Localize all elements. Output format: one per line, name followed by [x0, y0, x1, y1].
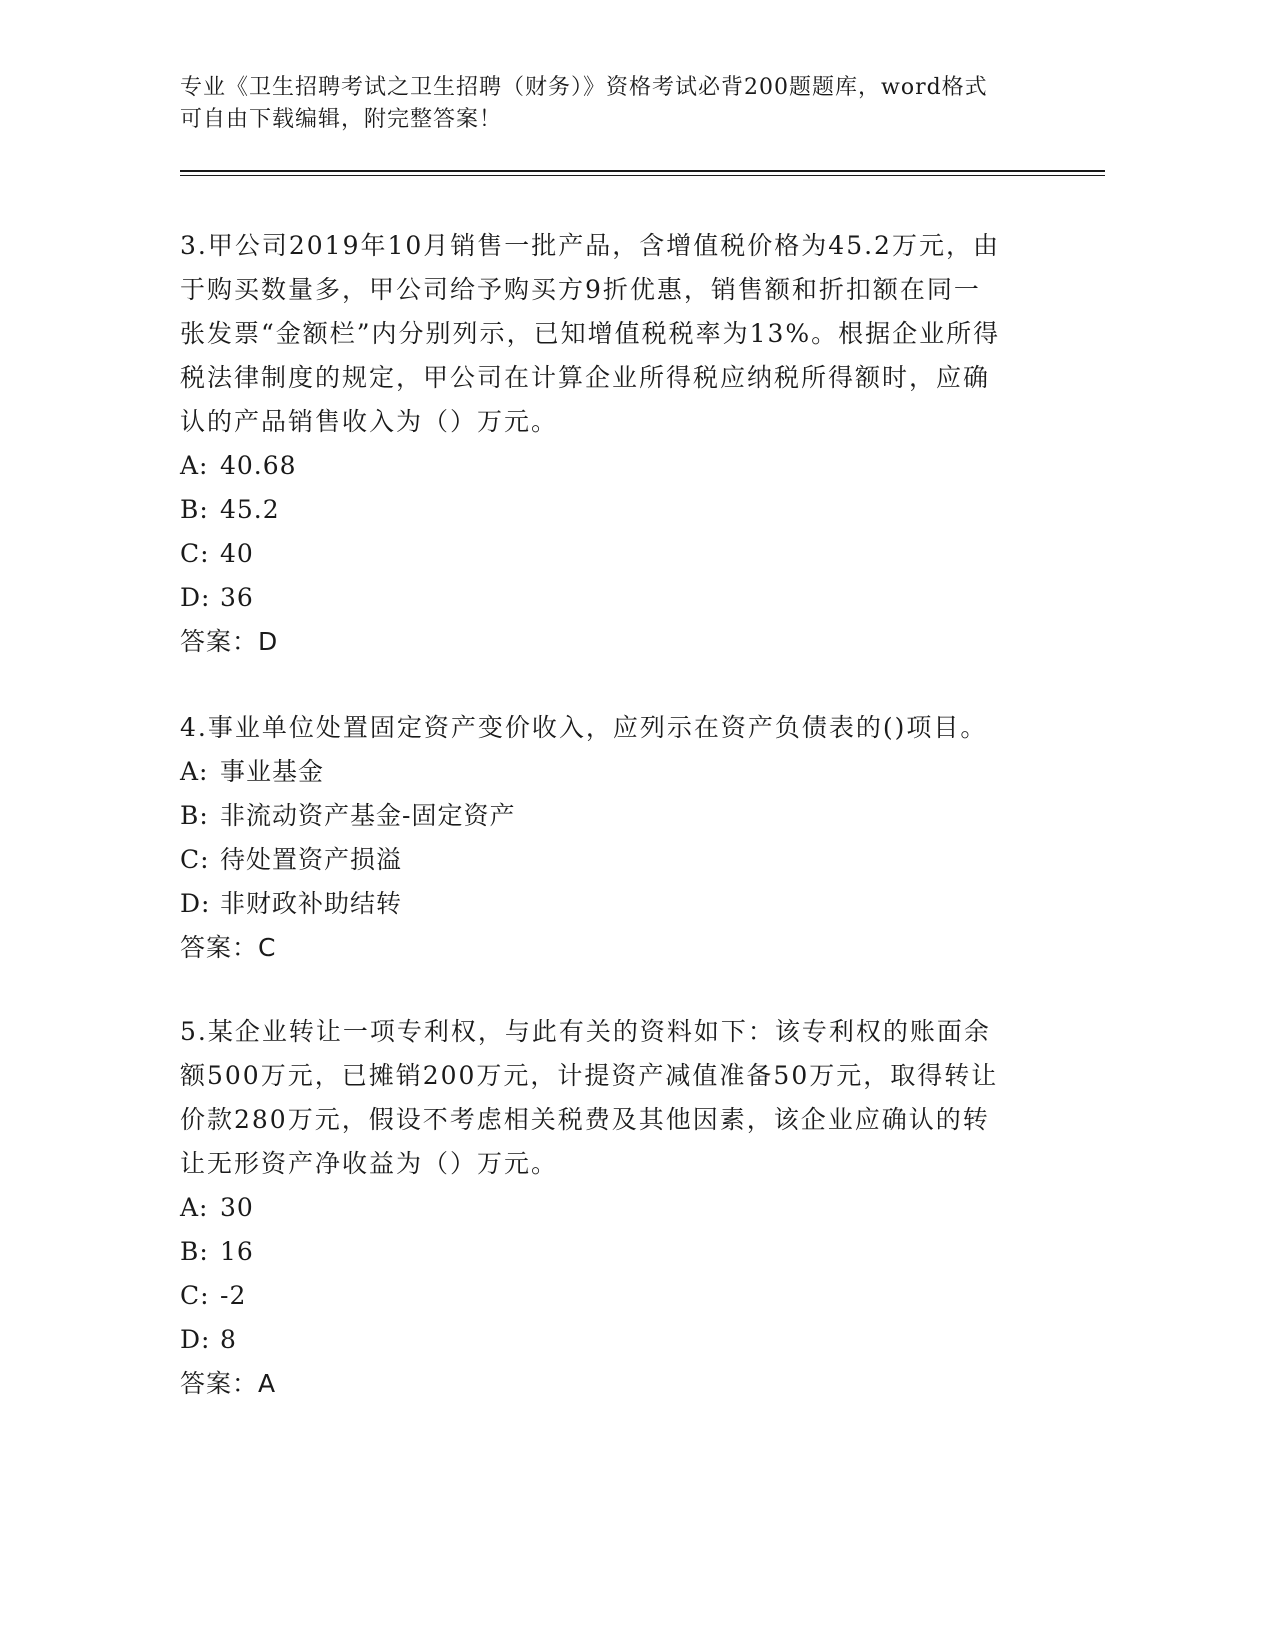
- option-label: C:: [180, 539, 210, 568]
- answer-line: 答案：C: [180, 933, 277, 962]
- option-text: 45.2: [220, 495, 280, 524]
- option-text: 非财政补助结转: [220, 889, 403, 918]
- question-3: [180, 224, 1050, 664]
- question-stem-line: 5.某企业转让一项专利权，与此有关的资料如下：该专利权的账面余: [180, 1017, 991, 1046]
- question-stem-line: 价款280万元，假设不考虑相关税费及其他因素，该企业应确认的转: [180, 1105, 990, 1134]
- option-text: 8: [220, 1325, 237, 1354]
- option-text: -2: [220, 1281, 247, 1310]
- option-b: [180, 794, 1050, 838]
- document-header: [180, 72, 1060, 136]
- question-stem-line: 于购买数量多，甲公司给予购买方9折优惠，销售额和折扣额在同一: [180, 275, 981, 304]
- option-a: [180, 750, 1050, 794]
- option-a: [180, 444, 1050, 488]
- answer-line: 答案：D: [180, 627, 279, 656]
- option-label: A:: [180, 1193, 209, 1222]
- question-stem-line: 让无形资产净收益为（）万元。: [180, 1149, 559, 1178]
- option-label: B:: [180, 495, 209, 524]
- option-label: A:: [180, 451, 209, 480]
- option-d: [180, 1318, 1050, 1362]
- option-text: 36: [220, 583, 254, 612]
- option-text: 非流动资产基金-固定资产: [220, 801, 516, 830]
- question-stem-line: 额500万元，已摊销200万元，计提资产减值准备50万元，取得转让: [180, 1061, 999, 1090]
- header-line-1: 专业《卫生招聘考试之卫生招聘（财务）》资格考试必背200题题库，word格式: [180, 75, 988, 100]
- option-label: C:: [180, 1281, 210, 1310]
- option-c: [180, 1274, 1050, 1318]
- option-text: 待处置资产损溢: [220, 845, 403, 874]
- header-divider-thin: [180, 175, 1105, 176]
- option-c: [180, 532, 1050, 576]
- option-c: [180, 838, 1050, 882]
- option-label: D:: [180, 1325, 211, 1354]
- option-b: [180, 488, 1050, 532]
- header-line-2: 可自由下载编辑，附完整答案！: [180, 107, 503, 132]
- option-text: 40: [220, 539, 254, 568]
- option-label: D:: [180, 889, 211, 918]
- question-stem-line: 4.事业单位处置固定资产变价收入，应列示在资产负债表的()项目。: [180, 713, 988, 742]
- option-label: B:: [180, 1237, 209, 1266]
- header-divider-thick: [180, 170, 1105, 172]
- question-stem-line: 3.甲公司2019年10月销售一批产品，含增值税价格为45.2万元，由: [180, 231, 1000, 260]
- option-label: A:: [180, 757, 209, 786]
- question-stem-line: 张发票“金额栏”内分别列示，已知增值税税率为13%。根据企业所得: [180, 319, 1001, 348]
- option-text: 16: [220, 1237, 254, 1266]
- option-b: [180, 1230, 1050, 1274]
- option-text: 40.68: [220, 451, 297, 480]
- option-d: [180, 576, 1050, 620]
- option-a: [180, 1186, 1050, 1230]
- question-stem-line: 税法律制度的规定，甲公司在计算企业所得税应纳税所得额时，应确: [180, 363, 991, 392]
- question-stem-line: 认的产品销售收入为（）万元。: [180, 407, 559, 436]
- option-text: 事业基金: [220, 757, 325, 786]
- option-d: [180, 882, 1050, 926]
- option-label: B:: [180, 801, 209, 830]
- option-label: C:: [180, 845, 210, 874]
- question-5: [180, 1010, 1050, 1406]
- question-4: [180, 706, 1050, 970]
- option-label: D:: [180, 583, 211, 612]
- option-text: 30: [220, 1193, 254, 1222]
- answer-line: 答案：A: [180, 1369, 277, 1398]
